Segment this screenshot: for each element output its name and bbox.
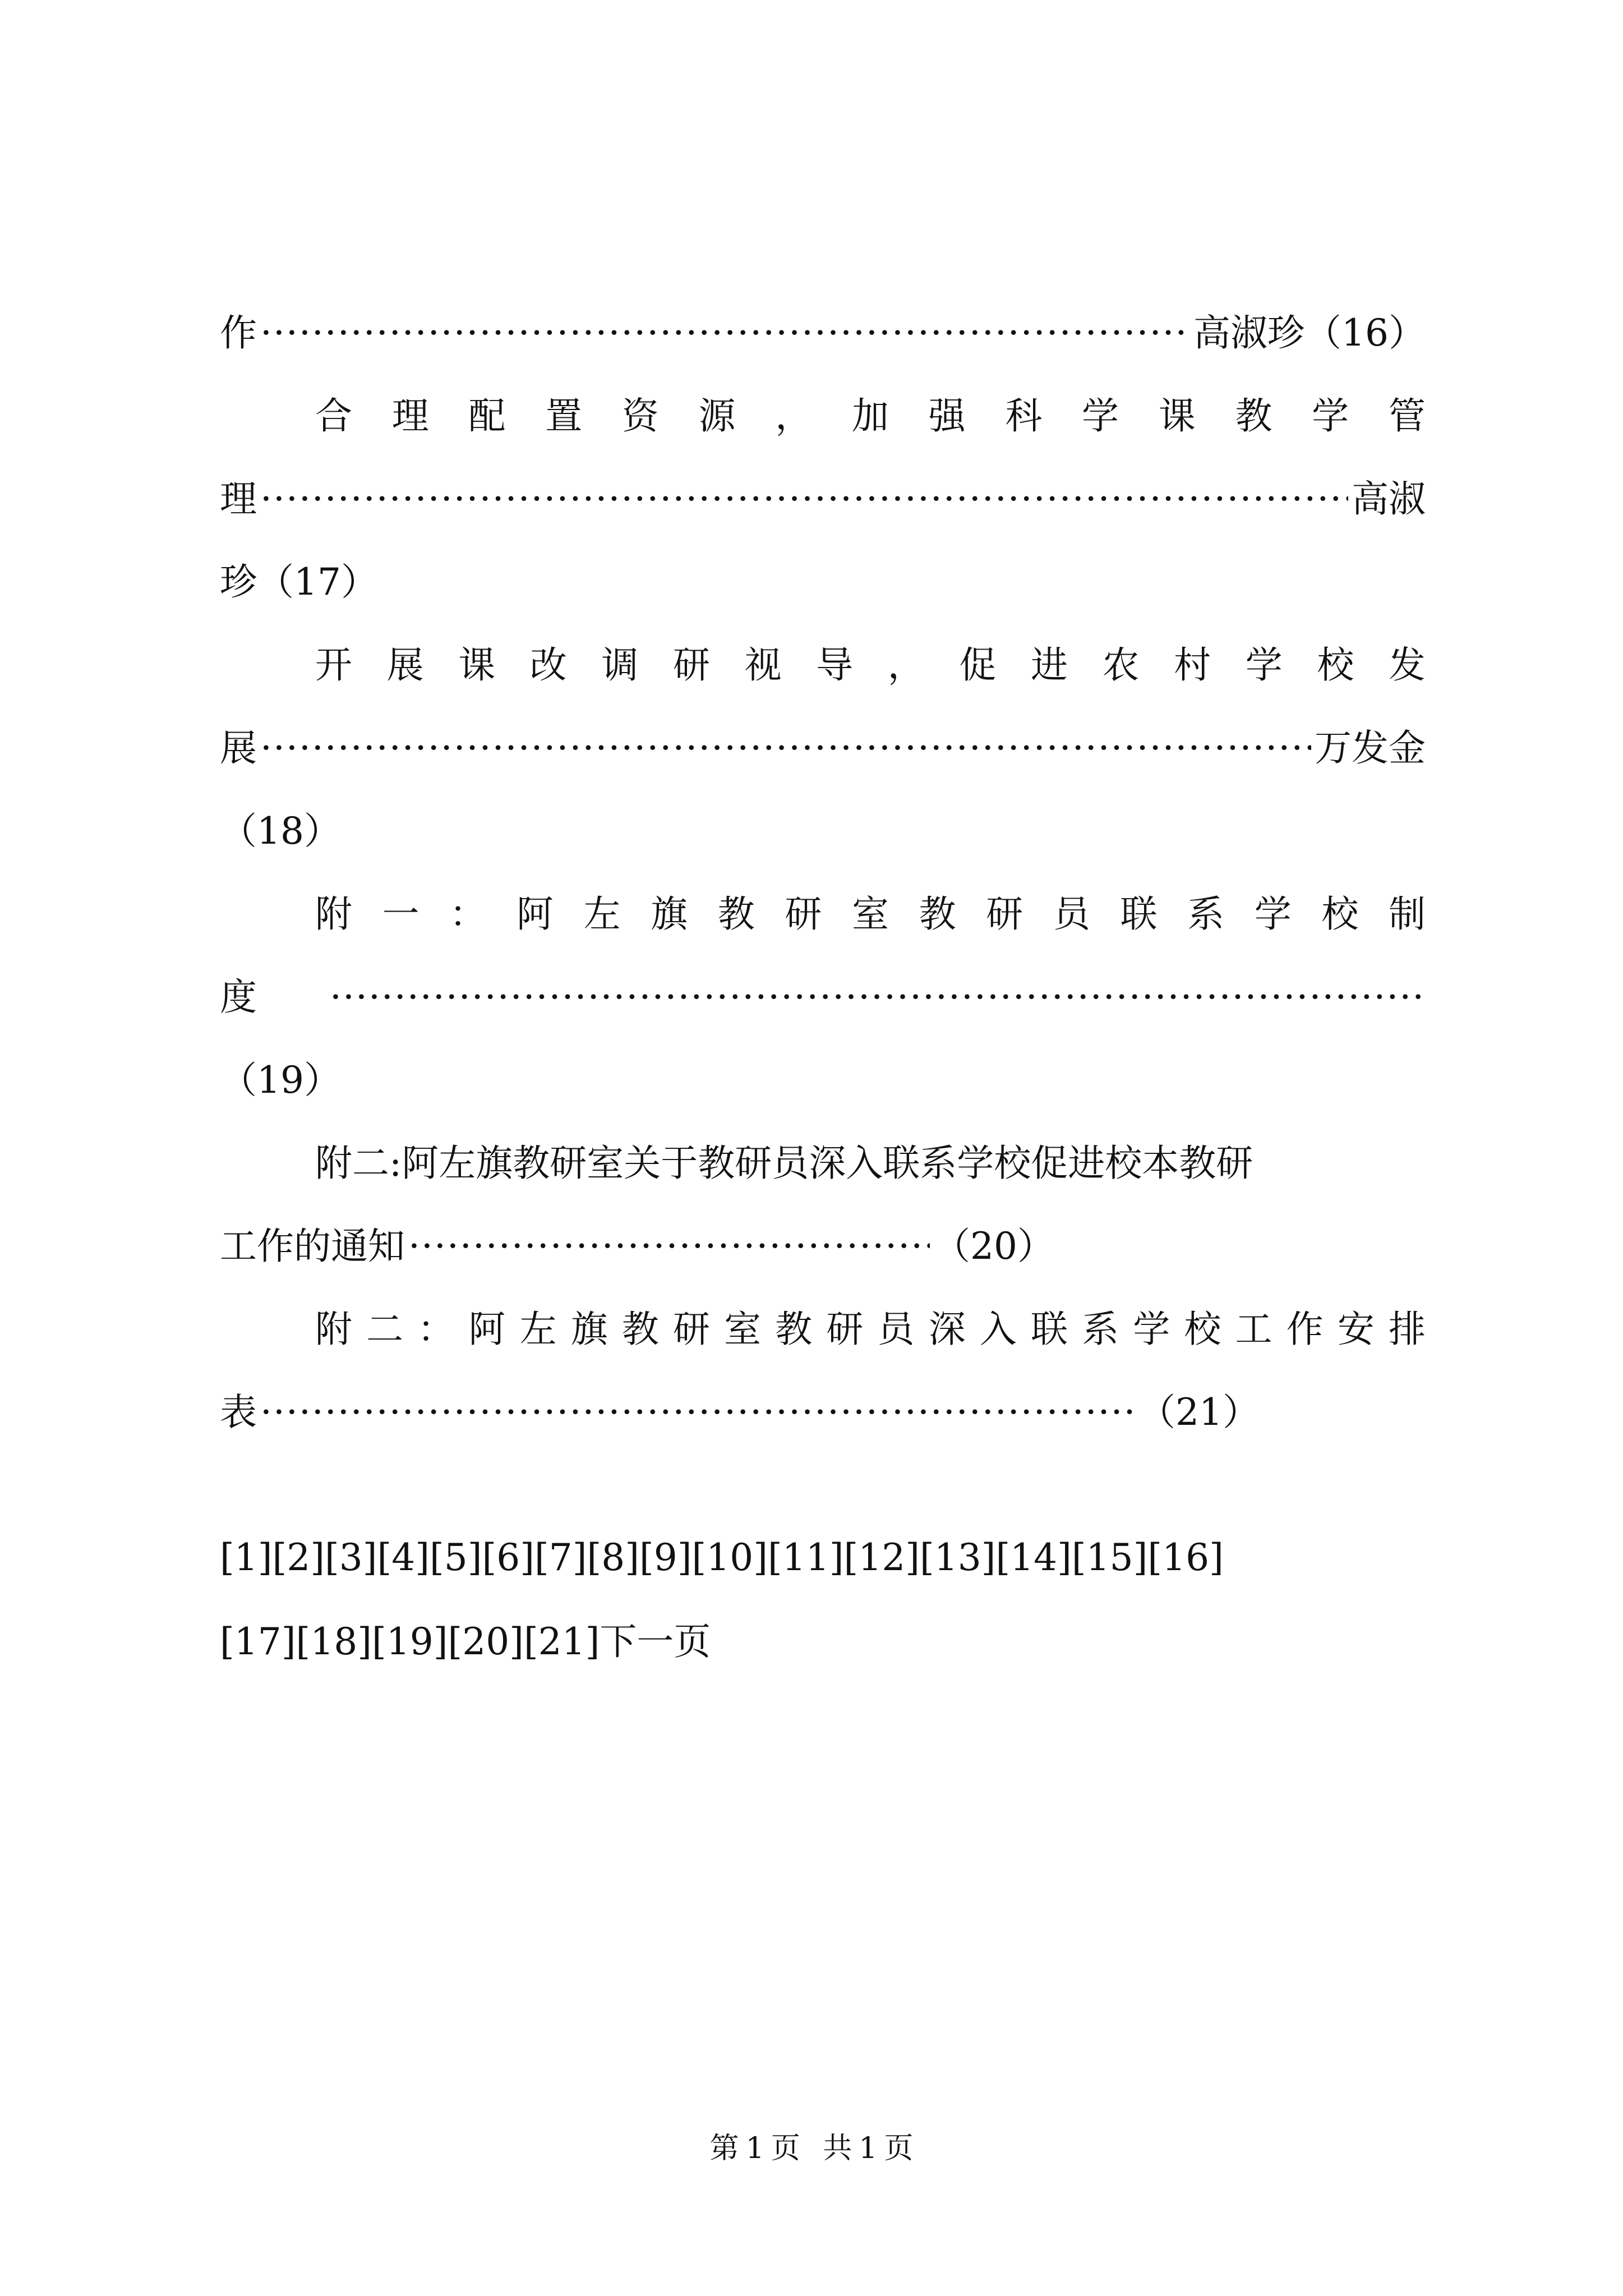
page-link[interactable]: [14] [995, 1536, 1072, 1579]
toc-row [220, 1039, 1426, 1122]
toc-author: 万发金 [1315, 726, 1426, 770]
toc-char: 进 [1030, 643, 1068, 687]
dot-leader [408, 1205, 930, 1288]
page-link[interactable]: [13] [919, 1536, 996, 1579]
toc-row [220, 956, 1426, 1039]
toc-char: 工 [1235, 1308, 1272, 1351]
toc-row [220, 292, 1426, 375]
toc-char: 作 [1286, 1308, 1324, 1351]
toc-row [220, 541, 1426, 624]
toc-char: 员 [877, 1308, 915, 1351]
toc-author-page: 高淑珍（16） [1193, 311, 1426, 355]
toc-text: （19） [220, 1059, 341, 1102]
toc-char: 资 [621, 394, 659, 438]
page-link[interactable]: [16] [1147, 1536, 1224, 1579]
toc-text: （18） [220, 809, 341, 853]
toc-text: 工作的通知 [220, 1225, 405, 1268]
toc-char: 学 [1254, 892, 1292, 936]
toc-char: 研 [672, 643, 710, 687]
toc-text: 度 [220, 976, 257, 1019]
toc-char: 阿 [516, 892, 554, 936]
page-link[interactable]: [2] [272, 1536, 325, 1579]
toc-row [220, 873, 1426, 956]
toc-char: 管 [1388, 394, 1426, 438]
page-link[interactable]: [17] [220, 1620, 296, 1663]
page-link[interactable]: [15] [1071, 1536, 1148, 1579]
toc-char: ： [417, 1308, 455, 1351]
toc-char: 联 [1030, 1308, 1068, 1351]
page-link[interactable]: [20] [448, 1620, 524, 1663]
toc-char: 室 [852, 892, 889, 936]
toc-row [220, 458, 1426, 541]
toc-row [220, 1288, 1426, 1371]
toc-char: 附 [315, 1308, 352, 1351]
toc-char: 加 [851, 394, 889, 438]
toc-char: 置 [545, 394, 583, 438]
dot-leader [260, 707, 1311, 790]
toc-char: 视 [744, 643, 782, 687]
page-link[interactable]: [1] [220, 1536, 273, 1579]
toc-text: 展 [220, 726, 257, 770]
toc-char: 改 [529, 643, 567, 687]
toc-page: （20） [933, 1225, 1054, 1268]
dot-leader [260, 292, 1190, 375]
page-link[interactable]: [12] [843, 1536, 920, 1579]
toc-row [220, 790, 1426, 873]
toc-char: 教 [717, 892, 755, 936]
toc-char: 校 [1321, 892, 1359, 936]
toc-row [220, 707, 1426, 790]
toc-char: 合 [315, 394, 352, 438]
page-link[interactable]: [9] [639, 1536, 692, 1579]
toc-char: 入 [979, 1308, 1017, 1351]
page-link[interactable]: [7] [534, 1536, 587, 1579]
toc-char: 旗 [651, 892, 688, 936]
toc-char: 理 [391, 394, 429, 438]
toc-char: 室 [724, 1308, 762, 1351]
toc-char: 阿 [468, 1308, 506, 1351]
spacer [220, 1454, 1426, 1516]
toc-char: 旗 [570, 1308, 608, 1351]
pagination-line [220, 1600, 1426, 1684]
toc-char: 联 [1120, 892, 1158, 936]
toc-char: 附 [315, 892, 352, 936]
toc-char: 左 [519, 1308, 557, 1351]
toc-row [220, 1122, 1426, 1205]
toc-char: 研 [986, 892, 1023, 936]
toc-char: 配 [468, 394, 506, 438]
toc-char: 左 [583, 892, 621, 936]
page-link[interactable]: [11] [767, 1536, 844, 1579]
toc-char: 一 [382, 892, 419, 936]
page-total-label: 共 1 页 [823, 2132, 914, 2165]
toc-author: 高淑 [1352, 477, 1426, 521]
dot-leader [330, 956, 1422, 1039]
dot-leader [260, 1371, 1135, 1454]
toc-char: 村 [1174, 643, 1211, 687]
toc-char: 深 [928, 1308, 966, 1351]
toc-char: 研 [826, 1308, 864, 1351]
toc-text: 表 [220, 1391, 257, 1434]
toc-char: ： [449, 892, 487, 936]
toc-char: 学 [1133, 1308, 1170, 1351]
page-link[interactable]: [18] [296, 1620, 372, 1663]
toc-text: 作 [220, 311, 257, 355]
toc-char: 促 [959, 643, 997, 687]
toc-char: 源 [698, 394, 736, 438]
toc-char: ， [775, 394, 813, 438]
toc-char: 学 [1312, 394, 1349, 438]
page-link[interactable]: [21] [523, 1620, 600, 1663]
page-link[interactable]: [8] [587, 1536, 639, 1579]
toc-row [220, 1371, 1426, 1454]
toc-char: 校 [1184, 1308, 1221, 1351]
toc-char: 强 [928, 394, 966, 438]
toc-char: 开 [315, 643, 352, 687]
toc-char: 校 [1317, 643, 1354, 687]
toc-char: 研 [672, 1308, 710, 1351]
toc-char: 教 [1235, 394, 1272, 438]
toc-text: 理 [220, 477, 257, 521]
toc-char: 学 [1245, 643, 1283, 687]
toc-char: 排 [1388, 1308, 1426, 1351]
toc-char: 教 [919, 892, 956, 936]
toc-text: 附二:阿左旗教研室关于教研员深入联系学校促进校本教研 [315, 1142, 1253, 1185]
page-link[interactable]: [6] [482, 1536, 534, 1579]
toc-char: 导 [816, 643, 854, 687]
toc-char: 二 [366, 1308, 404, 1351]
toc-char: 科 [1005, 394, 1043, 438]
toc-char: 调 [601, 643, 639, 687]
page-link[interactable]: [10] [691, 1536, 768, 1579]
page-link[interactable]: [3] [325, 1536, 377, 1579]
toc-char: 系 [1187, 892, 1225, 936]
toc-char: 安 [1337, 1308, 1375, 1351]
page-number-label: 第 1 页 [709, 2132, 800, 2165]
toc-row [220, 1205, 1426, 1288]
page-link[interactable]: [19] [371, 1620, 448, 1663]
page-link[interactable]: [4] [377, 1536, 430, 1579]
page-footer [0, 2129, 1623, 2168]
toc-text: 珍（17） [220, 560, 378, 604]
toc-char: ， [887, 643, 925, 687]
toc-row [220, 375, 1426, 458]
toc-char: 教 [775, 1308, 813, 1351]
toc-char: 制 [1389, 892, 1426, 936]
toc-char: 员 [1053, 892, 1090, 936]
toc-char: 学 [1082, 394, 1119, 438]
pagination-line [220, 1516, 1426, 1600]
page-link[interactable]: [5] [430, 1536, 482, 1579]
toc-char: 研 [785, 892, 822, 936]
toc-row [220, 624, 1426, 707]
toc-char: 农 [1102, 643, 1140, 687]
next-page-link[interactable]: 下一页 [600, 1620, 711, 1663]
toc-char: 展 [386, 643, 424, 687]
toc-page: （21） [1138, 1391, 1260, 1434]
toc-char: 发 [1388, 643, 1426, 687]
table-of-contents [220, 292, 1426, 1684]
dot-leader [260, 458, 1348, 541]
toc-char: 课 [1158, 394, 1196, 438]
toc-char: 教 [621, 1308, 659, 1351]
toc-char: 课 [458, 643, 496, 687]
toc-char: 系 [1082, 1308, 1119, 1351]
